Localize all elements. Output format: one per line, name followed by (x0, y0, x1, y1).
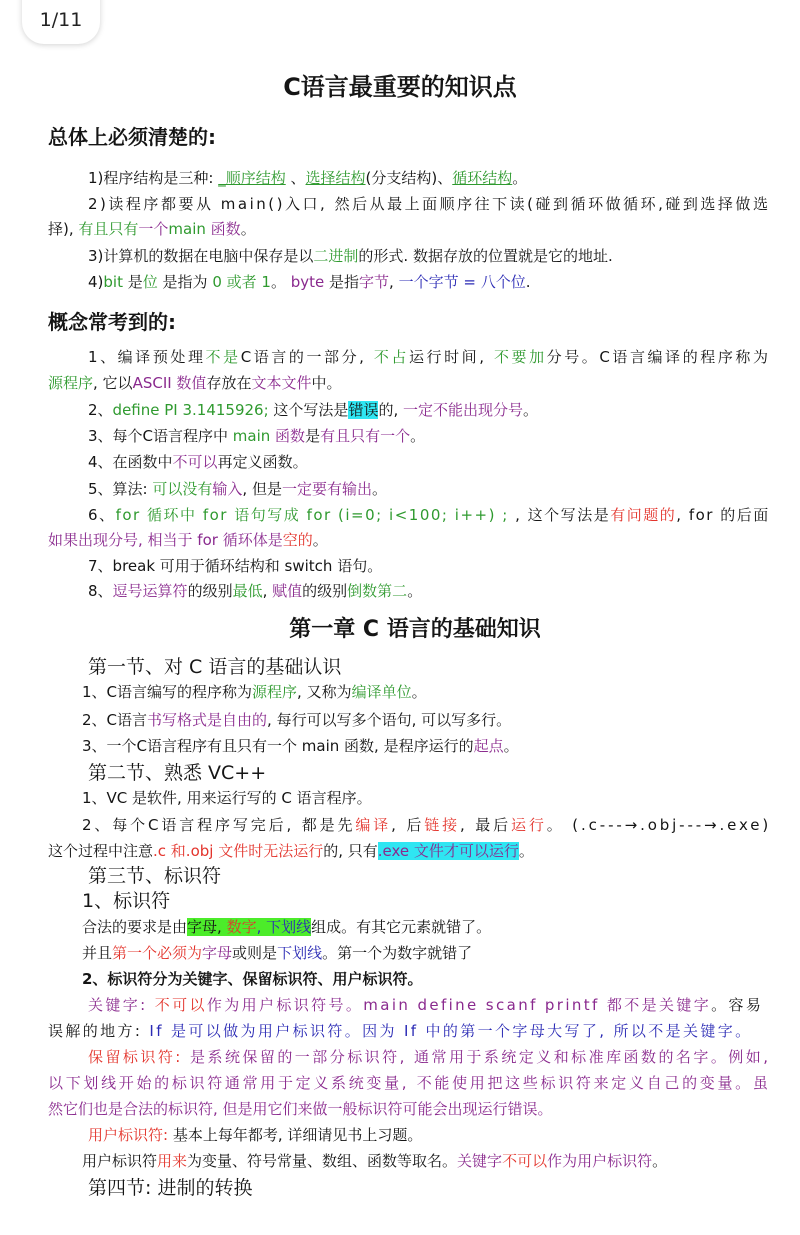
text-segment: , (262, 582, 273, 600)
text-segment: 最低 (232, 582, 263, 600)
text-segment: 一个 (138, 220, 169, 238)
text-line (48, 841, 534, 861)
text-segment: 选择结构 (305, 169, 366, 187)
text-segment: , 每行可以写多个语句, 可以写多行。 (267, 711, 512, 729)
text-line (48, 1073, 771, 1093)
text-segment: 一个字节 = 八个位 (398, 273, 526, 291)
text-segment: 不可以 (172, 453, 218, 471)
text-segment: 基本上每年都考, 详细请见书上习题。 (172, 1126, 423, 1144)
text-line (82, 788, 372, 808)
text-segment: 。 (512, 169, 528, 187)
text-segment: 或则是 (232, 944, 278, 962)
text-line (48, 373, 341, 393)
text-segment: 误解的地方: (48, 1022, 150, 1040)
text-segment: , (389, 273, 399, 291)
text-line (82, 815, 771, 835)
text-line (82, 710, 511, 730)
text-segment: 1、C语言编写的程序称为 (82, 683, 253, 701)
text-segment: 有问题的 (610, 506, 677, 524)
text-segment: 有且只有 (78, 220, 139, 238)
text-segment: 。 (410, 427, 426, 445)
text-segment: 7、break 可用于循环结构和 switch 语句。 (88, 557, 383, 575)
text-segment: 为变量、符号常量、数组、函数等取名。 (187, 1152, 458, 1170)
text-segment: 中。 (311, 374, 342, 392)
text-line (88, 426, 425, 446)
text-segment: 可以没有 (152, 480, 213, 498)
text-segment: 的级别 (302, 582, 348, 600)
text-segment: 一定不能出现分号 (403, 401, 524, 419)
text-line (88, 194, 770, 214)
text-segment: 是指 (324, 273, 360, 291)
text-segment: 位 (142, 273, 158, 291)
text-segment: 存放在 (206, 374, 252, 392)
text-segment: byte (290, 273, 325, 291)
text-segment: 分号。C语言编译的程序称为 (546, 348, 771, 366)
text-segment: 循环结构 (452, 169, 513, 187)
text-segment: C语言的一部分, (240, 348, 374, 366)
text-segment: 。 (371, 480, 387, 498)
text-segment: 4) (88, 273, 104, 291)
text-segment: bit (103, 273, 128, 291)
text-segment: 保留标识符: (88, 1048, 191, 1066)
text-segment: 输出 (341, 480, 372, 498)
text-line (48, 219, 256, 239)
text-segment: .c 和.obj 文件时无法运行 (153, 842, 324, 860)
text-line (88, 479, 387, 499)
text-segment: _顺序结构 (218, 169, 286, 187)
text-segment: 有且只有一个 (320, 427, 411, 445)
text-segment: 赋值 (272, 582, 303, 600)
text-line (88, 246, 613, 266)
text-line (82, 969, 422, 989)
text-line (88, 505, 770, 525)
text-segment: 3)计算机的数据在电脑中保存是以 (88, 247, 314, 265)
chapter-title (0, 617, 800, 642)
text-segment: 用户标识符 (82, 1152, 158, 1170)
subsection-heading (88, 657, 341, 677)
text-line (88, 1125, 422, 1145)
text-segment: 。 (503, 737, 519, 755)
text-segment: 合法的要求是由 (82, 918, 188, 936)
text-segment: , 后 (391, 816, 425, 834)
text-segment: 二进制 (313, 247, 359, 265)
text-segment: 链接 (424, 816, 461, 834)
text-segment: 3、每个C语言程序中 (88, 427, 233, 445)
text-line (88, 400, 538, 420)
text-segment: 。第一个为数字就错了 (322, 944, 473, 962)
text-segment: 如果出现分号, 相当于 for 循环体是 (48, 531, 283, 549)
text-segment: 的级别 (187, 582, 233, 600)
highlighted-text: 错误 (348, 401, 379, 419)
text-line (82, 736, 519, 756)
text-line (48, 530, 328, 550)
subsection-heading (88, 866, 221, 886)
text-segment: 概念常考到的: (48, 310, 176, 334)
text-segment: 是指为 (157, 273, 213, 291)
text-segment: 下划线 (277, 944, 323, 962)
text-segment: 。 (270, 273, 291, 291)
text-segment: 关键字 (457, 1152, 503, 1170)
text-segment: 用户标识符: (88, 1126, 173, 1144)
document-title (0, 73, 800, 101)
text-segment: , 但是 (242, 480, 282, 498)
text-segment: 这个写法是 (268, 401, 349, 419)
text-segment: define PI 3.1415926; (112, 401, 269, 419)
text-segment: 2)读程序都要从 main()入口, 然后从最上面顺序往下读(碰到循环做循环,碰到选择做选 (88, 195, 771, 213)
text-line (88, 168, 527, 188)
text-segment: 运行时间, (408, 348, 494, 366)
text-segment: 函数 (270, 427, 306, 445)
text-segment: 1、标识符 (82, 890, 171, 912)
text-segment: 作为用户标识符号。main define scanf printf 都不是关键字 (206, 996, 712, 1014)
text-segment: 空的 (282, 531, 313, 549)
text-segment: 是 (305, 427, 321, 445)
text-segment: If 是可以做为用户标识符。因为 If 中的第一个字母大写了, 所以不是关键字。 (149, 1022, 753, 1040)
text-segment: 逗号运算符 (112, 582, 188, 600)
text-segment: 4、在函数中 (88, 453, 173, 471)
section-heading (48, 312, 176, 332)
highlighted-text: , 下划线 (256, 918, 312, 936)
text-segment: C语言最重要的知识点 (283, 73, 517, 101)
text-segment: , 这个写法是 (508, 506, 611, 524)
text-segment: 是系统保留的一部分标识符, 通常用于系统定义和标准库函数的名字。例如, (190, 1048, 771, 1066)
highlighted-text: 数字 (226, 918, 257, 936)
text-segment: 、 (285, 169, 306, 187)
text-segment: (分支结构)、 (365, 169, 453, 187)
text-segment: 输入 (212, 480, 243, 498)
text-segment: 。 (518, 842, 534, 860)
text-segment: 。容易 (711, 996, 764, 1014)
text-segment: for 循环中 for 语句写成 for (i=0; i<100; i++) ; (115, 506, 509, 524)
text-segment: 用来 (157, 1152, 188, 1170)
text-line (48, 1021, 752, 1041)
text-segment: 这个过程中注意 (48, 842, 154, 860)
text-segment: 5、算法: (88, 480, 153, 498)
text-segment: 第二节、熟悉 VC++ (88, 762, 267, 784)
text-segment: 1、编译预处理 (88, 348, 206, 366)
text-segment: 然它们也是合法的标识符, 但是用它们来做一般标识符可能会出现运行错误。 (48, 1100, 553, 1118)
text-line (88, 347, 771, 367)
text-segment: 是 (127, 273, 143, 291)
text-segment: 2、每个C语言程序写完后, 都是先 (82, 816, 356, 834)
text-segment: 编译 (355, 816, 392, 834)
text-segment: 书写格式是自由的 (147, 711, 268, 729)
text-segment: ASCII 数值 (132, 374, 207, 392)
text-line (88, 272, 530, 292)
page-indicator (22, 0, 100, 44)
text-segment: 1)程序结构是三种: (88, 169, 219, 187)
text-line (88, 556, 382, 576)
text-segment: 的, 只有 (323, 842, 378, 860)
text-segment: 择), (48, 220, 79, 238)
text-segment: 。 (411, 683, 427, 701)
text-segment: 不是 (205, 348, 241, 366)
text-segment: 倒数第二 (347, 582, 408, 600)
text-segment: 。 (523, 401, 539, 419)
text-segment: 8、 (88, 582, 113, 600)
text-segment: 字节 (359, 273, 390, 291)
text-segment: 运行 (511, 816, 547, 834)
subsection-heading (88, 763, 266, 783)
subsection-heading (88, 1178, 252, 1198)
text-line (88, 1047, 770, 1067)
text-segment: 文本文件 (251, 374, 312, 392)
text-segment: main (168, 220, 211, 238)
text-line (82, 1151, 667, 1171)
section-heading (48, 127, 216, 147)
text-segment: 源程序 (252, 683, 298, 701)
text-segment: 。 (240, 220, 256, 238)
text-segment: 3、一个C语言程序有且只有一个 main 函数, 是程序运行的 (82, 737, 474, 755)
text-line (88, 995, 763, 1015)
text-line (48, 1099, 553, 1119)
text-segment: , 又称为 (297, 683, 352, 701)
text-segment: 0 或者 1 (212, 273, 271, 291)
text-segment: 第一个必须为 (112, 944, 203, 962)
text-line (82, 943, 472, 963)
text-segment: 。 (407, 582, 423, 600)
text-segment: 第四节: 进制的转换 (88, 1177, 253, 1199)
text-segment: 并且 (82, 944, 113, 962)
text-segment: 组成。有其它元素就错了。 (311, 918, 492, 936)
text-segment: 以下划线开始的标识符通常用于定义系统变量, 不能使用把这些标识符来定义自己的变量。虽 (48, 1074, 771, 1092)
text-line (82, 682, 427, 702)
text-segment: 第一节、对 C 语言的基础认识 (88, 656, 342, 678)
text-segment: 源程序 (48, 374, 94, 392)
text-segment: 。 (652, 1152, 668, 1170)
text-segment: 2、 (88, 401, 113, 419)
text-segment: 1、VC 是软件, 用来运行写的 C 语言程序。 (82, 789, 372, 807)
text-line (88, 452, 308, 472)
text-segment: 的, (378, 401, 403, 419)
subsection-heading (82, 891, 170, 911)
text-segment: 函数 (210, 220, 241, 238)
page-indicator-text: 1/11 (39, 9, 83, 31)
text-segment: 不可以 (502, 1152, 548, 1170)
text-segment: 不可以 (154, 996, 207, 1014)
text-segment: 一定要有 (281, 480, 342, 498)
text-segment: 不要加 (493, 348, 547, 366)
highlighted-text: .exe 文件才可以运行 (377, 842, 519, 860)
text-segment: 总体上必须清楚的: (48, 125, 216, 149)
text-segment: 第三节、标识符 (88, 865, 222, 887)
text-segment: , 它以 (93, 374, 133, 392)
text-segment: 编译单位 (351, 683, 412, 701)
text-segment: , for 的后面 (676, 506, 770, 524)
text-line (88, 581, 422, 601)
text-segment: 的形式. 数据存放的位置就是它的地址. (358, 247, 613, 265)
text-segment: 字母 (202, 944, 233, 962)
text-segment: 第一章 C 语言的基础知识 (289, 617, 541, 642)
text-segment: 作为用户标识符 (547, 1152, 653, 1170)
text-segment: 。 (312, 531, 328, 549)
text-segment: 再定义函数。 (217, 453, 308, 471)
text-segment: 6、 (88, 506, 116, 524)
text-segment: 关键字: (88, 996, 155, 1014)
text-segment: , 最后 (460, 816, 512, 834)
text-segment: 起点 (473, 737, 504, 755)
text-segment: main (232, 427, 271, 445)
highlighted-text: 字母, (187, 918, 227, 936)
text-segment: 。 (.c---→.obj---→.exe) (546, 816, 772, 834)
text-line (82, 917, 491, 937)
text-segment: 不占 (373, 348, 409, 366)
text-segment: 2、C语言 (82, 711, 148, 729)
text-segment: . (525, 273, 531, 291)
text-segment: 2、标识符分为关键字、保留标识符、用户标识符。 (82, 970, 423, 988)
